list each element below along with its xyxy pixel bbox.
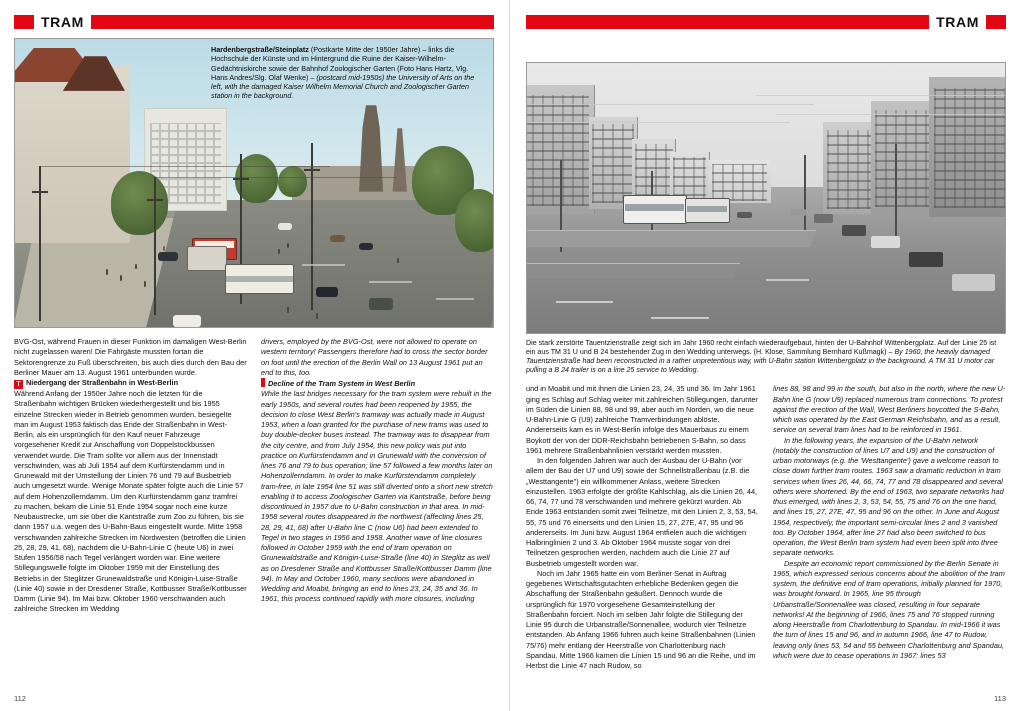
running-header-right (526, 14, 1006, 30)
photo-caption-left-de-lead: Hardenbergstraße/Steinplatz (211, 45, 309, 54)
running-header-label-left: TRAM (41, 14, 84, 30)
right-column-german (526, 384, 759, 671)
running-header-label-right: TRAM (936, 14, 979, 30)
en-para-1: drivers, employed by the BVG-Ost, were not allowed to operate on western territory! Passengers therefore had to cross the sector border on foot until the erection of the Berlin Wall on 13 August 1961 put an end to this, too. (261, 337, 488, 377)
de-section-heading-row (14, 378, 247, 389)
header-red-bar-left (91, 15, 494, 29)
left-column-english (261, 337, 494, 615)
photo-caption-right-de: Die stark zerstörte Tauentzienstraße zeigt sich im Jahr 1960 recht einfach wiederaufgebaut, hinten der U-Bahnhof Wittenbergplatz. Auf der Linie 25 ist ein aus TM 31 U und B 24 bestehender Zug in den Wedding unterwegs. (H. Klose, Sammlung Bernhard Kußmagk) (526, 339, 997, 357)
header-red-stub-left (14, 15, 34, 29)
left-page-columns (14, 337, 494, 615)
photo-tauentzienstrasse (526, 62, 1006, 334)
en-section-heading-row (261, 378, 494, 389)
en-r-para-2: In the following years, the expansion of the U-Bahn network (notably the construction of lines U7 and U9) and the construction of urban motorways (e.g. the 'Westtangente') gave a welcome reason to close down further tram routes. 1963 saw a dramatic reduction in tram services when lines 26, 44, 66, 74, 77 and 78 disappeared and several others were shortened. By the end of 1963, two separate networks had thus emerged, with lines 2, 3, 53, 54, 55, 75 and 76 on the one hand, and lines 15, 27, 27E, 47, 95 and 96 on the other. In June and August 1964, respectively, the important semi-circular lines 2 and 3 vanished too. By October 1964, after line 27 had also been switched to bus operation, the West Berlin tram system had even been split into three separate networks. (773, 435, 1004, 558)
de-section-heading: Niedergang der Straßenbahn in West-Berlin (26, 378, 179, 387)
en-r-para-3: Despite an economic report commissioned by the Berlin Senate in 1965, which expressed serious concerns about the abolition of the tram system, the definitive end of tram operations, initially planned for 1970, was brought forward. In 1965, line 95 through Urbanstraße/Sonnenallee was closed, resulting in four separate networks! At the beginning of 1966, lines 75 and 76 stopped running along Heerstraße from Charlottenburg to Spandau. In mid-1966 it was the turn of lines 15 and 96, and in autumn 1966, line 47 to Rudow, leaving only lines 53, 54 and 55 between Charlottenburg and Spandau, which were due to cease operations in 1967: lines 53 (773, 558, 1005, 660)
de-para-2: Während Anfang der 1950er Jahre noch die letzten für die Straßenbahn wichtigen Brücken wiederhergestellt und bis 1955 einzelne Strecken wieder in Betrieb genommen wurden, besiegelte man im August 1953 faktisch das Ende der Straßenbahn in West-Berlin, als ein ursprünglich für den Kauf neuer Fahrzeuge vorgesehener Kredit zur Anschaffung von Doppelstockbussen verwendet wurde. Die Tram sollte vor allem aus der Innenstadt verschwinden, was ab Juli 1954 auf dem Kurfürstendamm und in Grunewald mit der Umstellung der Linien 76 und 79 auf Busbetrieb auch umgesetzt wurde. Wenige Monate später folgte auch die Linie 57 auf dem Hohenzollerndamm. Um den Kurfürstendamm ganz tramfrei zu machen, bekam die Linie 51 Ende 1954 sogar noch eine kurze Neubaustrecke, um sie über die Kantstraße zum Zoo zu führen, bis sie dann 1957 u.a. wegen des U-Bahn-Baus eingestellt wurde. Mitte 1958 verschwanden zahlreiche Strecken im Nordwesten (betroffen die Linien 25, 28, 29, 41, 68), nachdem die U-Bahn-Linie C (heute U6) in zwei Stufen 1956/58 nach Tegel verlängert worden war. Eine weitere Stillegungswelle folgte im Oktober 1959 mit der Einstellung des Betriebs in der Steglitzer Grunewaldstraße und Königin-Luise-Straße (Linie 40) sowie in der Dresdener Straße, Kottbusser Straße/Kottbusser Damm (Linie 94). Im Mai bzw. Oktober 1960 verschwanden auch zahlreiche Strecken im Wedding (14, 389, 247, 614)
de-r-para-3: Noch im Jahr 1965 hatte ein vom Berliner Senat in Auftrag gegebenes Wirtschaftsgutachten erhebliche Bedenken gegen die Abschaffung der Straßenbahn geäußert. Dennoch wurde die ursprünglich für 1970 vorgesehene Gesamteinstellung der Straßenbahn forciert. Noch im selben Jahr folgte die Stillegung der Linie 95 durch die Urbanstraße/Sonnenallee, wodurch vier Teilnetze entstanden. Ab Anfang 1966 fuhren auch keine Straßenbahnen (Linien 75/76) mehr entlang der Heerstraße von Charlottenburg nach Spandau. Mitte 1966 kamen die Linien 15 und 96 an die Reihe, und im Herbst die Linie 47 nach Rudow, so (526, 568, 756, 671)
right-page-columns (526, 384, 1006, 671)
photo-caption-right (526, 339, 1006, 375)
en-section-heading: Decline of the Tram System in West Berlin (268, 379, 416, 388)
photo-caption-left (211, 45, 487, 101)
right-page (510, 0, 1020, 711)
photo-artwork-right (527, 63, 1005, 333)
folio-left: 112 (14, 694, 26, 703)
right-column-english (773, 384, 1006, 671)
de-r-para-1: und in Moabit und mit ihnen die Linien 23, 24, 35 und 36. Im Jahr 1961 ging es Schlag auf Schlag weiter mit zahlreichen Stillegungen, darunter im Süden die Linien 88, 98 und 99, aber auch im Norden, wo die neue U-Bahn-Linie G (U9) zahlreiche Tramverbindungen ablöste. Andererseits kam es in West-Berlin infolge des Mauerbaus zu einem Boykott der von der DDR-Reichsbahn betriebenen S-Bahn, so dass 1961 mehrere Straßenbahnlinien verstärkt werden mussten. (526, 384, 758, 455)
photo-caption-left-en: – (postcard mid-1950s) the University of Arts on the left, with the damaged Kaiser Wilhelm Memorial Church and Zoologischer Garten station in the background. (211, 72, 475, 101)
spread-gutter (509, 0, 510, 711)
en-para-2: While the last bridges necessary for the tram system were rebuilt in the early 1950s, and several routes had been reopened by 1955, the decision to close West Berlin's tramway was actually made in August 1953, when a loan granted for the purchase of new trams was used to buy double-decker buses instead. The tramway was to disappear from the city centre, and from July 1954, this new policy was put into practice on Kurfürstendamm and in Grunewald with the conversion of lines 76 and 79 to bus operation; line 57 followed a few months later on Hohenzollerndamm. In order to make Kurfürstendamm completely tram-free, in late 1954 line 51 was still diverted onto a short new stretch enabling it to access Zoologischer Garten via Kantstraße, before being discontinued in 1957 due to U-Bahn construction in that area. In mid-1958 several routes disappeared in the northwest (affecting lines 25, 28, 29, 41, 68) after U-Bahn line C (now U6) had been extended to Tegel in two stages in 1956 and 1958. Another wave of line closures followed in October 1959 with the end of tram operation on Grunewaldstraße and Königin-Luise-Straße (line 40) in Steglitz as well as on Dresdener Straße and Kottbusser Straße/Kottbusser Damm (line 94). In May and October 1960, many sections were abandoned in Wedding and Moabit, bringing an end to lines 23, 24, 35 and 36. In 1961, this process continued rapidly with more closures, including (261, 389, 493, 604)
de-r-para-2: In den folgenden Jahren war auch der Ausbau der U-Bahn (vor allem der Bau der U7 und U9) sowie der Schnellstraßenbau (z.B. die „Westtangente") ein willkommener Anlass, weitere Strecken einzustellen. 1963 erfolgte der größte Kahlschlag, als die Linien 26, 44, 66, 74, 77 und 78 verschwanden und mehrere gekürzt wurden. Ab Ende 1963 entstanden somit zwei Teilnetze, mit den Linien 2, 3, 53, 54, 55, 75 und 76 einerseits und den Linien 15, 27, 27E, 47, 95 und 96 andererseits. Im Juni bzw. August 1964 entfielen auch die wichtigen Halbringlinien 2 und 3. Ab Oktober 1964 musste sogar von drei Teilnetzen gesprochen werden, nachdem auch die Linie 27 auf Busbetrieb umgestellt worden war. (526, 456, 758, 568)
photo-hardenbergstrasse-steinplatz (14, 38, 494, 328)
tram-marker-icon: T (14, 380, 23, 389)
running-header-left (14, 14, 494, 30)
en-r-para-1: lines 88, 98 and 99 in the south, but also in the north, where the new U-Bahn line G (now U9) replaced numerous tram connections. To protest against the erection of the Wall, West Berliners boycotted the S-Bahn, which was operated by the East German Reichsbahn, and as a result, service on several tram lines had to be reinforced in 1961. (773, 384, 1006, 435)
tram-marker-icon-en (261, 378, 265, 387)
de-para-1: BVG-Ost, während Frauen in dieser Funktion im damaligen West-Berlin nicht zugelassen waren! Die Fahrgäste mussten fortan die Sektorengrenze zu Fuß überschreiten, bis auch dies durch den Bau der Berliner Mauer am 13. August 1961 unterbunden wurde. (14, 337, 247, 377)
left-column-german (14, 337, 247, 615)
header-red-stub-right (986, 15, 1006, 29)
photo-caption-left-de-rest: (Postkarte Mitte der 1950er Jahre) – links die Hochschule der Künste und im Hintergrund die Ruine der Kaiser-Wilhelm-Gedächtniskirche sowie der Bahnhof Zoologischer Garten (Foto Hans Hartz, Vlg. Hans Andres/Slg. Olaf Wenke) (211, 45, 469, 82)
header-red-bar-right (526, 15, 929, 29)
photo-caption-right-en: – By 1960, the heavily damaged Tauentzienstraße had been reconstructed in a rather unpretentious way, with U-Bahn station Wittenbergplatz in the background. A TM 31 U motor car pulling a B 24 trailer is on a line 25 service to Wedding. (526, 348, 995, 375)
folio-right: 113 (994, 694, 1006, 703)
